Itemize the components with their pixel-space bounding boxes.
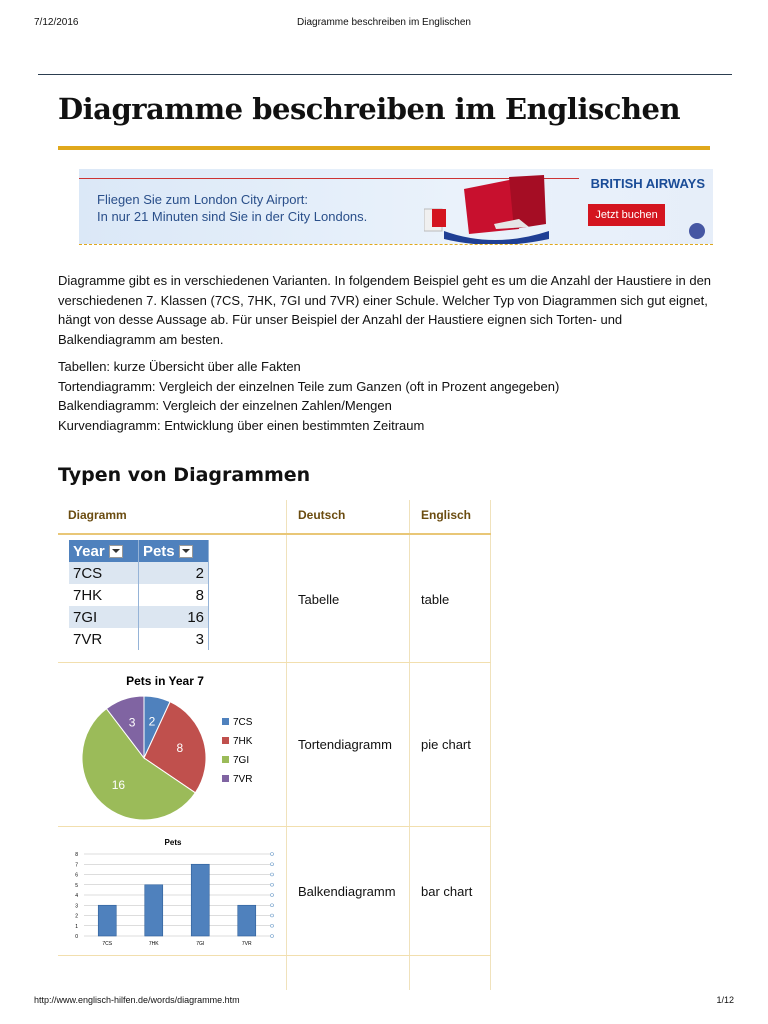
y-tick-label: 2: [75, 913, 78, 920]
legend-label: 7HK: [233, 736, 253, 747]
print-footer-page: 1/12: [716, 995, 734, 1005]
legend-label: 7GI: [233, 755, 250, 766]
legend-label: 7VR: [233, 774, 253, 785]
print-footer-url[interactable]: http://www.englisch-hilfen.de/words/diagramme.htm: [34, 995, 240, 1005]
table-header-deutsch: Deutsch: [298, 508, 346, 522]
grid-marker: [271, 863, 274, 866]
mini-table-header: [69, 540, 138, 562]
legend-swatch: [222, 718, 229, 725]
pie-data-label: 2: [148, 714, 156, 729]
list-item: Balkendiagramm: Vergleich der einzelnen Zahlen/Mengen: [58, 398, 392, 413]
grid-marker: [271, 914, 274, 917]
table-row-divider: [58, 826, 491, 827]
table-header-rule: [58, 533, 491, 535]
title-underline: [58, 146, 710, 150]
y-tick-label: 0: [75, 934, 78, 940]
ad-line-2: In nur 21 Minuten sind Sie in der City Londons.: [97, 209, 368, 224]
diagram-type-list: [58, 357, 559, 435]
table-header-englisch: Englisch: [421, 508, 472, 522]
globe-icon: [689, 223, 705, 239]
grid-marker: [271, 935, 274, 938]
table-cell-en: table: [421, 592, 450, 607]
mini-table-cell: 7GI: [69, 606, 138, 628]
mini-table-header-pets: Pets: [142, 542, 175, 560]
page-title: Diagramme beschreiben im Englischen: [58, 92, 681, 126]
mini-table-cell: 3: [138, 628, 208, 650]
grid-marker: [271, 853, 274, 856]
y-tick-label: 6: [75, 872, 78, 879]
y-tick-label: 3: [75, 903, 78, 910]
bar-7vr: [238, 905, 256, 936]
filter-dropdown-icon: [109, 545, 123, 558]
bar-7hk: [145, 885, 163, 936]
filter-dropdown-icon: [179, 545, 193, 558]
bar-7gi: [191, 864, 209, 936]
ad-brand: BRITISH AIRWAYS: [590, 176, 705, 191]
x-tick-label: 7HK: [148, 941, 159, 947]
print-header-title: Diagramme beschreiben im Englischen: [297, 17, 471, 28]
x-tick-label: 7CS: [102, 941, 113, 947]
legend-swatch: [222, 756, 229, 763]
mini-table-cell: 8: [138, 584, 208, 606]
bar-7cs: [98, 905, 116, 936]
mini-table-cell: 7HK: [69, 584, 138, 606]
pie-data-label: 8: [176, 741, 184, 756]
ad-line-1: Fliegen Sie zum London City Airport:: [97, 192, 308, 207]
y-tick-label: 5: [75, 882, 78, 889]
pie-chart-title: Pets in Year 7: [126, 674, 204, 688]
grid-marker: [271, 904, 274, 907]
legend-swatch: [222, 737, 229, 744]
list-item: Tortendiagramm: Vergleich der einzelnen Teile zum Ganzen (oft in Prozent angegeben): [58, 378, 560, 394]
grid-marker: [271, 883, 274, 886]
table-cell-de: Balkendiagramm: [298, 884, 396, 899]
intro-paragraph: Diagramme gibt es in verschiedenen Varianten. In folgendem Beispiel geht es um die Anzahl der Haustiere in den verschiedenen 7. Klassen (7CS, 7HK, 7GI und 7VR) einer Schule. Welcher Typ von Diagrammen sich gut eignet, hängt von desse Aussage ab. Für unser Beispiel der Anzahl der Haustiere eignen sich Torten- und Balkendiagramm am besten.: [58, 273, 712, 347]
list-item: Tabellen: kurze Übersicht über alle Fakten: [58, 359, 301, 374]
mini-table-cell: 7CS: [69, 562, 138, 584]
ad-divider: [79, 244, 713, 245]
x-tick-label: 7GI: [196, 941, 205, 947]
mini-table-header-year: Year: [73, 542, 105, 560]
y-tick-label: 4: [75, 893, 78, 899]
y-tick-label: 7: [75, 862, 78, 869]
ad-banner[interactable]: [79, 169, 713, 244]
mini-table-header: [138, 540, 208, 562]
bar-chart: [64, 832, 282, 954]
bar-chart-title: Pets: [164, 838, 182, 847]
x-tick-label: 7VR: [241, 941, 252, 947]
pie-data-label: 16: [111, 778, 126, 793]
mini-table-cell: 2: [138, 562, 208, 584]
y-tick-label: 8: [75, 852, 78, 858]
pets-excel-table: [69, 540, 209, 650]
table-cell-de: Tortendiagramm: [298, 737, 392, 752]
table-cell-en: pie chart: [421, 737, 471, 752]
pie-data-label: 3: [128, 715, 136, 730]
table-cell-en: bar chart: [421, 884, 473, 899]
ad-cta-button[interactable]: Jetzt buchen: [588, 204, 665, 226]
grid-marker: [271, 873, 274, 876]
table-row-divider: [58, 662, 491, 663]
shopping-bags-image: [424, 169, 554, 244]
table-header-diagramm: Diagramm: [68, 508, 127, 522]
pie-chart: [70, 668, 270, 820]
y-tick-label: 1: [75, 923, 78, 930]
section-title: Typen von Diagrammen: [58, 464, 311, 486]
list-item: Kurvendiagramm: Entwicklung über einen bestimmten Zeitraum: [58, 417, 425, 433]
table-cell-de: Tabelle: [298, 592, 340, 607]
mini-table-cell: 16: [138, 606, 208, 628]
mini-table-cell: 7VR: [69, 628, 138, 650]
grid-marker: [271, 924, 274, 927]
table-row-divider: [58, 955, 491, 956]
top-rule: [38, 74, 732, 75]
print-date: 7/12/2016: [34, 17, 79, 28]
grid-marker: [271, 894, 274, 897]
legend-label: 7CS: [233, 717, 253, 728]
legend-swatch: [222, 775, 229, 782]
